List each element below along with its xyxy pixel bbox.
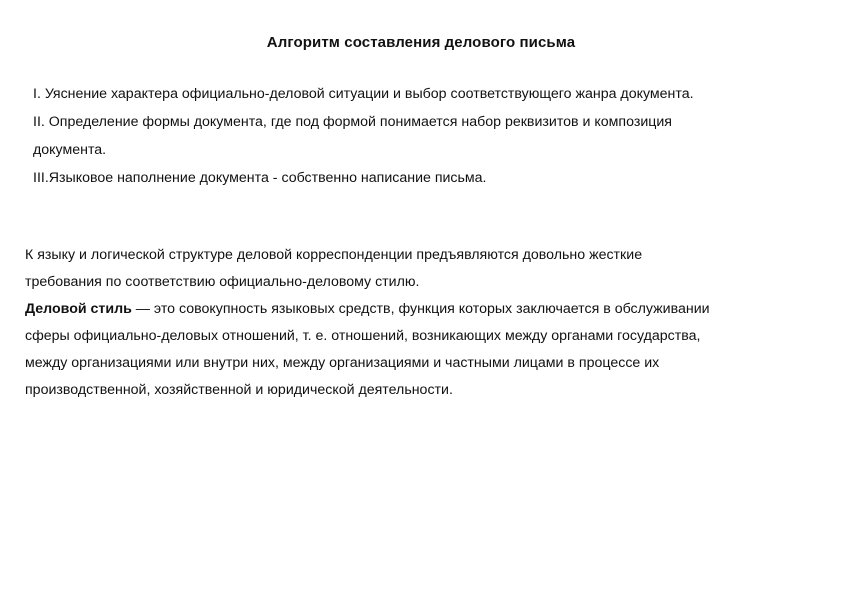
- definition-line: [25, 296, 815, 323]
- paragraph-line: требования по соответствию официально-деловому стилю.: [25, 274, 420, 290]
- definition-line: между организациями или внутри них, между организациями и частными лицами в процессе их: [25, 355, 660, 371]
- step-2-continuation: документа.: [33, 142, 107, 158]
- algorithm-steps: [33, 80, 813, 192]
- definition-line: сферы официально-деловых отношений, т. е. отношений, возникающих между органами государства,: [25, 328, 701, 344]
- body-text: [25, 242, 815, 404]
- definition-line: производственной, хозяйственной и юридической деятельности.: [25, 382, 453, 398]
- step-3: III.Языковое наполнение документа - собственно написание письма.: [33, 170, 487, 186]
- paragraph-line: К языку и логической структуре деловой корреспонденции предъявляются довольно жесткие: [25, 247, 643, 263]
- step-1: I. Уяснение характера официально-деловой ситуации и выбор соответствующего жанра документа.: [33, 86, 694, 102]
- step-2: II. Определение формы документа, где под формой понимается набор реквизитов и композиция: [33, 114, 672, 130]
- definition-term: Деловой стиль: [25, 301, 132, 317]
- document-title: Алгоритм составления делового письма: [266, 34, 576, 51]
- definition-text: — это совокупность языковых средств, функция которых заключается в обслуживании: [131, 301, 710, 317]
